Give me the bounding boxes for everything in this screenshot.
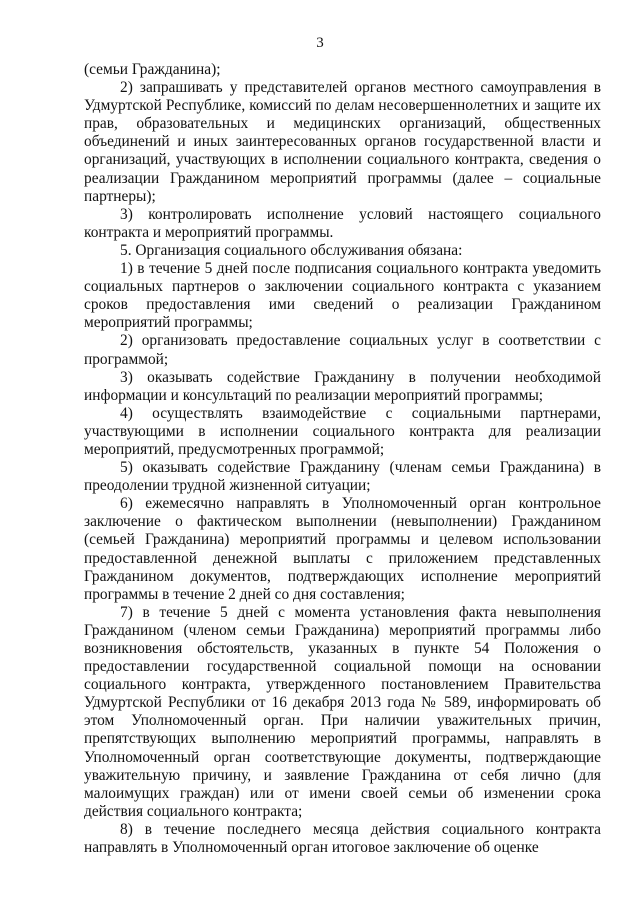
paragraph-item-7-inform: 7) в течение 5 дней с момента установления факта невыполнения Гражданином (членом семьи Гражданина) мероприятий программы либо возникновения обстоятельств, указанных в пункте 54 Положения о предоставлении государственной социальной помощи на основании социального контракта, утвержденного постановлением Правительства Удмуртской Республики от 16 декабря 2013 года № 589, информировать об этом Уполномоченный орган. При наличии уважительных причин, препятствующих выполнению мероприятий программы, направлять в Уполномоченный орган соответствующие документы, подтверждающие уважительную причину, и заявление Гражданина от себя лично (для малоимущих граждан) или от имени своей семьи об изменении срока действия социального контракта; bbox=[84, 603, 601, 820]
paragraph-section-5-heading: 5. Организация социального обслуживания обязана: bbox=[120, 241, 463, 259]
paragraph-item-3-control: 3) контролировать исполнение условий настоящего социального контракта и мероприятий программы. bbox=[84, 205, 601, 241]
paragraph-item-4-cooperate: 4) осуществлять взаимодействие с социальными партнерами, участвующими в исполнении социального контракта для реализации мероприятий, предусмотренных программой; bbox=[84, 404, 601, 458]
document-body bbox=[84, 61, 601, 857]
paragraph-item-2-request-info: 2) запрашивать у представителей органов местного самоуправления в Удмуртской Республике, комиссий по делам несовершеннолетних и защите их прав, образовательных и медицинских организаций, общественных объединений и иных заинтересованных органов государственной власти и организаций, участвующих в исполнении социального контракта, сведения о реализации Гражданином мероприятий программы (далее – социальные партнеры); bbox=[84, 79, 601, 205]
paragraph-item-6-monthly-report: 6) ежемесячно направлять в Уполномоченный орган контрольное заключение о фактическом выполнении (невыполнении) Гражданином (семьей Гражданина) мероприятий программы и целевом использовании предоставленной денежной выплаты с приложением представленных Гражданином документов, подтверждающих исполнение мероприятий программы в течение 2 дней со дня составления; bbox=[84, 495, 601, 603]
paragraph-continuation: (семьи Гражданина); bbox=[84, 61, 221, 78]
paragraph-item-8-final-report: 8) в течение последнего месяца действия социального контракта направлять в Уполномоченный орган итоговое заключение об оценке bbox=[84, 820, 601, 857]
paragraph-item-2-organize: 2) организовать предоставление социальных услуг в соответствии с программой; bbox=[84, 332, 601, 368]
paragraph-item-3-assist-info: 3) оказывать содействие Гражданину в получении необходимой информации и консультаций по реализации мероприятий программы; bbox=[84, 368, 601, 404]
page-number: 3 bbox=[316, 35, 324, 51]
paragraph-item-5-assist-overcome: 5) оказывать содействие Гражданину (членам семьи Гражданина) в преодолении трудной жизненной ситуации; bbox=[84, 459, 601, 495]
paragraph-item-1-notify: 1) в течение 5 дней после подписания социального контракта уведомить социальных партнеров о заключении социального контракта с указанием сроков предоставления ими сведений о реализации Гражданином мероприятий программы; bbox=[84, 260, 601, 332]
